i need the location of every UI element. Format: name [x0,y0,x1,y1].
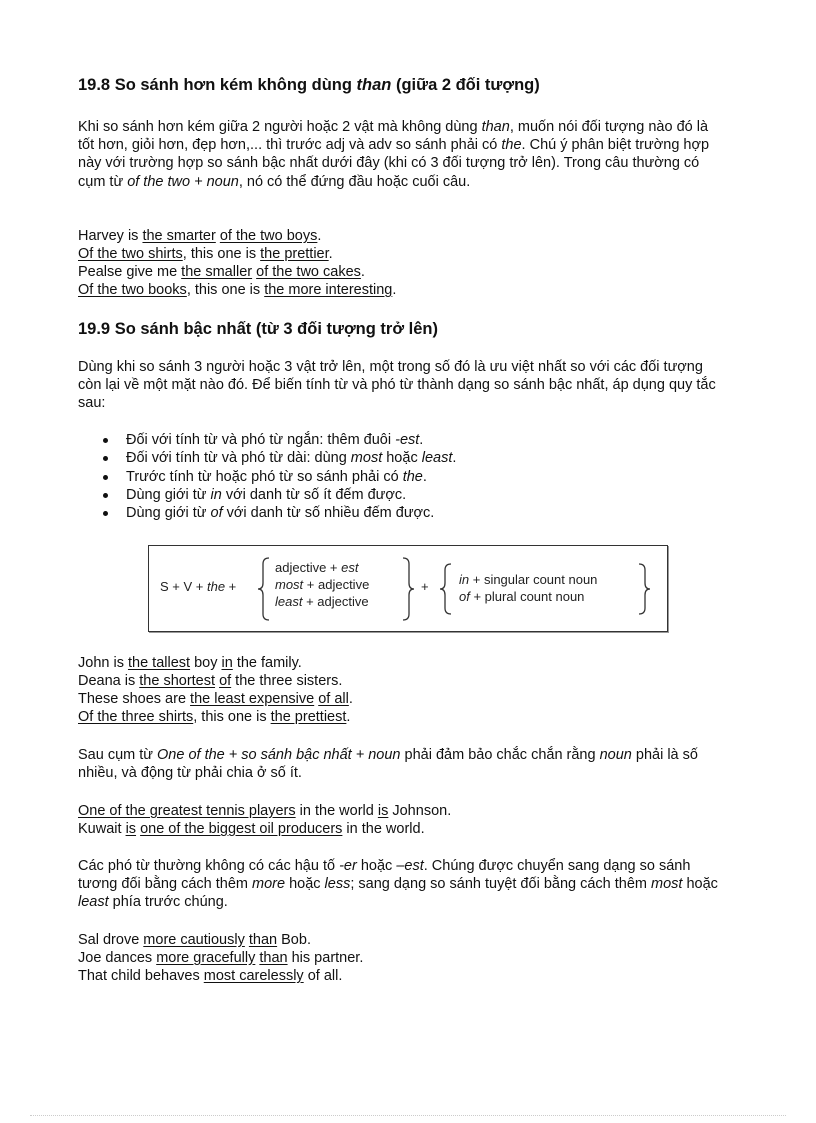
example-line: Pealse give me the smaller of the two cakes. [78,264,365,280]
bullet-icon [103,475,108,480]
example-line: Harvey is the smarter of the two boys. [78,228,322,244]
formula-group2-line2: of + plural count noun [459,589,585,604]
bullet-icon [103,511,108,516]
example-line: John is the tallest boy in the family. [78,655,302,671]
page-bottom-divider [30,1115,786,1116]
formula-middle-plus: + [421,579,429,594]
left-brace-icon [439,562,453,616]
right-brace-icon [401,556,415,622]
example-line: One of the greatest tennis players in the world is Johnson. [78,803,452,819]
example-line: These shoes are the least expensive of all. [78,691,353,707]
formula-group2-line1: in + singular count noun [459,572,598,587]
section-199-intro: Dùng khi so sánh 3 người hoặc 3 vật trở lên, một trong số đó là ưu việt nhất so với các đối tượng còn lại về một mặt nào đó. Để biến tính từ và phó từ thành dạng so sánh bậc nhất, áp dụng quy tắc sau: [78,359,716,412]
formula-group1-line3: least + adjective [275,594,369,609]
example-line: Of the two shirts, this one is the prettier. [78,246,333,262]
formula-group1-line2: most + adjective [275,577,370,592]
bullet-icon [103,493,108,498]
list-item: Đối với tính từ và phó từ ngắn: thêm đuôi -est. [78,431,456,449]
section-198-intro: Khi so sánh hơn kém giữa 2 người hoặc 2 vật mà không dùng than, muốn nói đối tượng nào đó là tốt hơn, giỏi hơn, đẹp hơn,... thì trước adj và adv so sánh phải có the. Chú ý phân biệt trường hợp này với trường hợp so sánh bậc nhất dưới đây (khi có 3 đối tượng trở lên). Trong câu thường có cụm từ of the two + noun, nó có thể đứng đầu hoặc cuối câu. [78,119,710,190]
example-line: Of the two books, this one is the more interesting. [78,282,397,298]
formula-left: S + V + the + [160,579,237,594]
example-line: That child behaves most carelessly of all. [78,968,343,984]
list-item: Đối với tính từ và phó từ dài: dùng most hoặc least. [78,449,456,467]
example-line: Kuwait is one of the biggest oil producers in the world. [78,821,425,837]
bullet-icon [103,438,108,443]
example-line: Joe dances more gracefully than his partner. [78,950,364,966]
example-line: Sal drove more cautiously than Bob. [78,932,311,948]
section-199-heading: 19.9 So sánh bậc nhất (từ 3 đối tượng trở lên) [78,320,438,338]
section-198-heading: 19.8 So sánh hơn kém không dùng than (giữa 2 đối tượng) [78,76,540,94]
rules-list [78,431,456,522]
example-line: Of the three shirts, this one is the prettiest. [78,709,351,725]
formula-group1-line1: adjective + est [275,560,359,575]
left-brace-icon [257,556,271,622]
list-item: Dùng giới từ of với danh từ số nhiều đếm được. [78,504,456,522]
bullet-icon [103,456,108,461]
list-item: Dùng giới từ in với danh từ số ít đếm được. [78,486,456,504]
list-item: Trước tính từ hoặc phó từ so sánh phải có the. [78,468,456,486]
example-line: Deana is the shortest of the three sisters. [78,673,343,689]
one-of-the-note: Sau cụm từ One of the + so sánh bậc nhất + noun phải đảm bảo chắc chắn rằng noun phải là số nhiều, và động từ phải chia ở số ít. [78,747,698,782]
right-brace-icon [637,562,651,616]
superlative-formula-box [148,545,668,632]
adverb-note: Các phó từ thường không có các hậu tố -er hoặc –est. Chúng được chuyển sang dạng so sánh tương đối bằng cách thêm more hoặc less; sang dạng so sánh tuyệt đối bằng cách thêm most hoặc least phía trước chúng. [78,858,718,911]
